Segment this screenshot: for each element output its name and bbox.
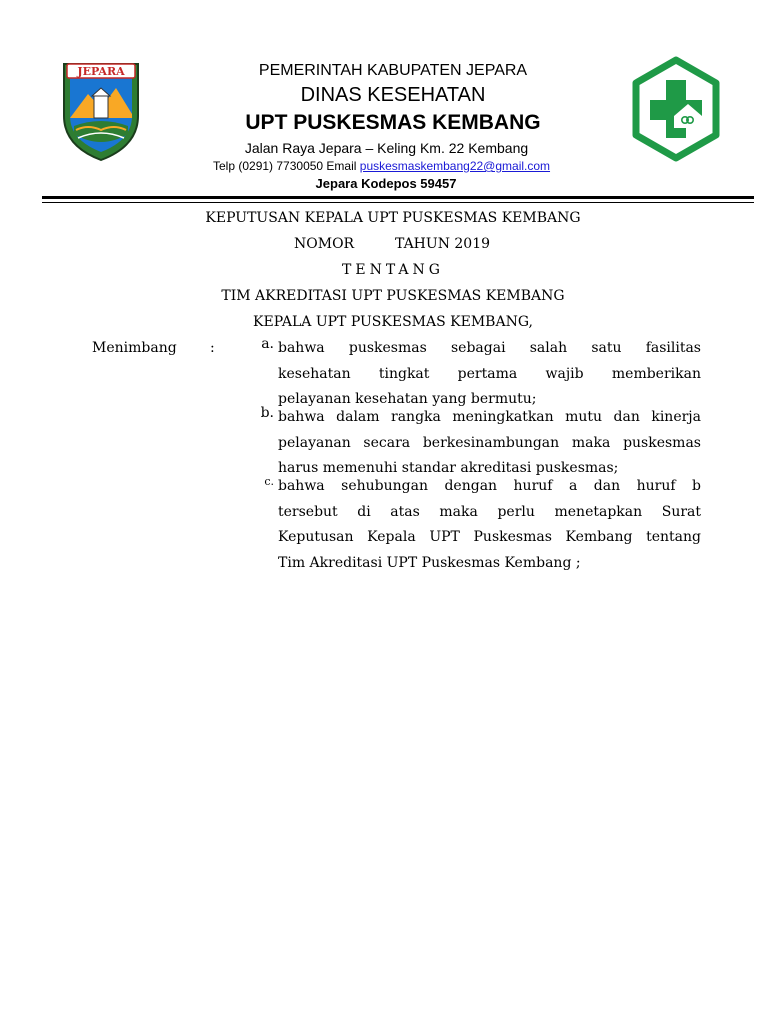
header-divider-thick (42, 196, 754, 199)
consideration-item-b (278, 405, 701, 482)
header-email-link[interactable]: puskesmaskembang22@gmail.com (359, 159, 551, 173)
header-divider-thin (42, 202, 754, 203)
item-line: pelayanan secara berkesinambungan maka puskesmas (278, 434, 701, 451)
item-letter-b: b. (260, 405, 274, 421)
header-contact (213, 159, 550, 173)
item-line: Tim Akreditasi UPT Puskesmas Kembang ; (278, 554, 581, 571)
decree-tentang: TENTANG (342, 262, 444, 278)
header-agency: DINAS KESEHATAN (300, 84, 486, 106)
decree-year: TAHUN 2019 (395, 236, 491, 252)
header-address: Jalan Raya Jepara – Keling Km. 22 Kembang (244, 140, 529, 156)
item-line: bahwa puskesmas sebagai salah satu fasilitas (278, 340, 701, 356)
item-line: kesehatan tingkat pertama wajib memberikan (278, 365, 701, 382)
decree-number-label: NOMOR (294, 236, 355, 252)
decree-head: KEPALA UPT PUSKESMAS KEMBANG, (253, 314, 533, 330)
header-institution: UPT PUSKESMAS KEMBANG (245, 111, 541, 134)
menimbang-colon: : (210, 340, 215, 356)
header-government: PEMERINTAH KABUPATEN JEPARA (258, 62, 528, 79)
item-letter-a: a. (261, 336, 274, 352)
item-line: harus memenuhi standar akreditasi puskesmas; (278, 460, 619, 476)
decree-title: KEPUTUSAN KEPALA UPT PUSKESMAS KEMBANG (205, 210, 581, 226)
item-letter-c: c. (264, 475, 274, 488)
jepara-banner-text: JEPARA (77, 65, 125, 78)
item-line: bahwa sehubungan dengan huruf a dan huruf b (278, 478, 701, 494)
header-postal: Jepara Kodepos 59457 (315, 176, 457, 191)
consideration-item-c (278, 474, 701, 576)
item-line: pelayanan kesehatan yang bermutu; (278, 391, 537, 407)
item-line: bahwa dalam rangka meningkatkan mutu dan kinerja (278, 409, 701, 425)
decree-subject: TIM AKREDITASI UPT PUSKESMAS KEMBANG (221, 288, 565, 304)
menimbang-label: Menimbang (92, 340, 177, 356)
consideration-item-a (278, 336, 701, 413)
item-line: Keputusan Kepala UPT Puskesmas Kembang tentang (278, 529, 701, 545)
header-phone: Telp (0291) 7730050 Email (213, 159, 360, 173)
item-line: tersebut di atas maka perlu menetapkan Surat (278, 503, 701, 520)
